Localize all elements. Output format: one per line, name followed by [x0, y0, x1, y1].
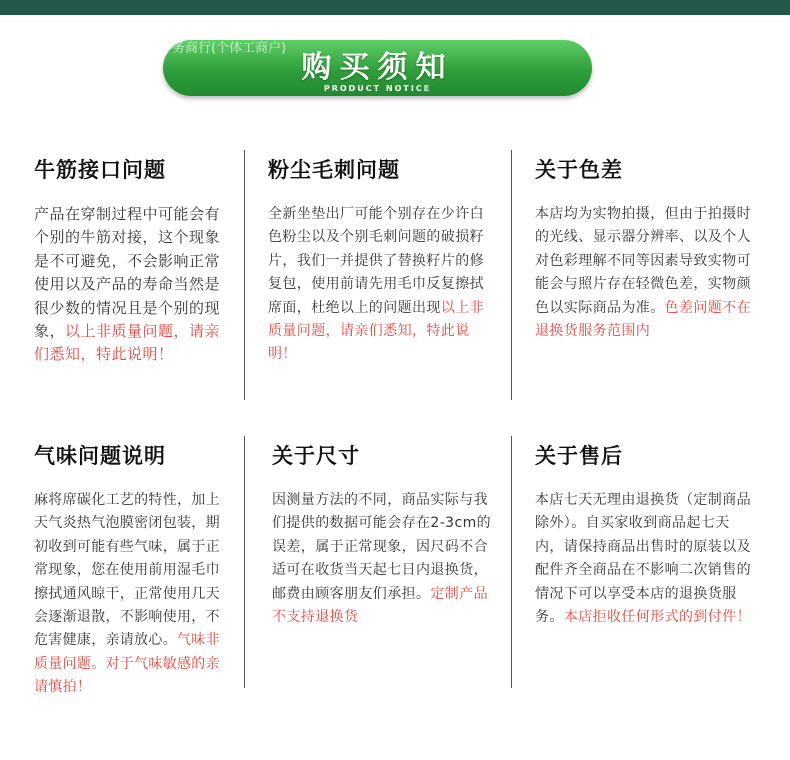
section-after-sales	[535, 442, 755, 629]
section-title: 气味问题说明	[34, 444, 166, 468]
section-title: 关于尺寸	[272, 444, 360, 468]
section-note: 以上非质量问题，请亲们悉知，特此说明！	[34, 322, 221, 364]
section-title: 粉尘毛刺问题	[268, 158, 400, 182]
section-body: 本店七天无理由退换货（定制商品除外）。自买家收到商品起七天内，请保持商品出售时的原装以及配件齐全商品在不影响二次销售的情况下可以享受本店的退换货服务。本店拒收任何形式的到付件！	[535, 492, 752, 626]
divider-row1-right	[511, 150, 512, 400]
divider-row2-right	[511, 436, 512, 688]
divider-row2-left	[244, 436, 245, 688]
section-title: 关于售后	[535, 444, 623, 468]
section-body: 麻将席碳化工艺的特性，加上天气炎热气泡膜密闭包装，期初收到可能有些气味，属于正常现象，您在使用前用湿毛巾擦拭通风晾干，正常使用几天会逐渐退散，不影响使用，不危害健康，亲请放心。气味非质量问题。对于气味敏感的亲请慎拍！	[34, 492, 220, 696]
section-body: 本店均为实物拍摄，但由于拍摄时的光线、显示器分辨率、以及个人对色彩理解不同等因素导致实物可能会与照片存在轻微色差，实物颜色以实际商品为准。色差问题不在退换货服务范围内	[535, 206, 752, 340]
section-body: 全新坐垫出厂可能个别存在少许白色粉尘以及个别毛刺问题的破损籽片，我们一并提供了替换籽片的修复包，使用前请先用毛巾反复擦拭席面，杜绝以上的问题出现以上非质量问题，请亲们悉知，特此说明！	[268, 206, 485, 363]
section-note: 色差问题不在退换货服务范围内	[535, 299, 752, 340]
section-size	[272, 442, 497, 629]
store-watermark: 务商行(个体工商户)	[172, 41, 287, 56]
section-title: 关于色差	[535, 158, 623, 182]
section-note: 本店拒收任何形式的到付件！	[563, 609, 752, 626]
section-note: 以上非质量问题，请亲们悉知，特此说明！	[268, 299, 485, 363]
section-note: 气味非质量问题。对于气味敏感的亲请慎拍！	[34, 632, 220, 696]
section-note: 定制产品不支持退换货	[272, 585, 489, 626]
banner-subtitle: PRODUCT NOTICE	[323, 84, 432, 93]
section-dust-burr	[268, 156, 493, 367]
banner-title: 购买须知	[301, 50, 454, 85]
section-body: 因测量方法的不同，商品实际与我们提供的数据可能会存在2-3cm的误差，属于正常现象，因尺码不合适可在收货当天起七日内退换货，邮费由顾客朋友们承担。定制产品不支持退换货	[272, 492, 492, 626]
section-leather-joint	[34, 156, 224, 367]
section-title: 牛筋接口问题	[34, 158, 166, 182]
divider-row1-left	[244, 150, 245, 400]
section-body: 产品在穿制过程中可能会有个别的牛筋对接，这个现象是不可避免，不会影响正常使用以及产品的寿命当然是很少数的情况且是个别的现象，以上非质量问题，请亲们悉知，特此说明！	[34, 205, 221, 364]
top-bar	[0, 0, 790, 15]
section-color-difference	[535, 156, 755, 343]
section-odor	[34, 442, 224, 700]
